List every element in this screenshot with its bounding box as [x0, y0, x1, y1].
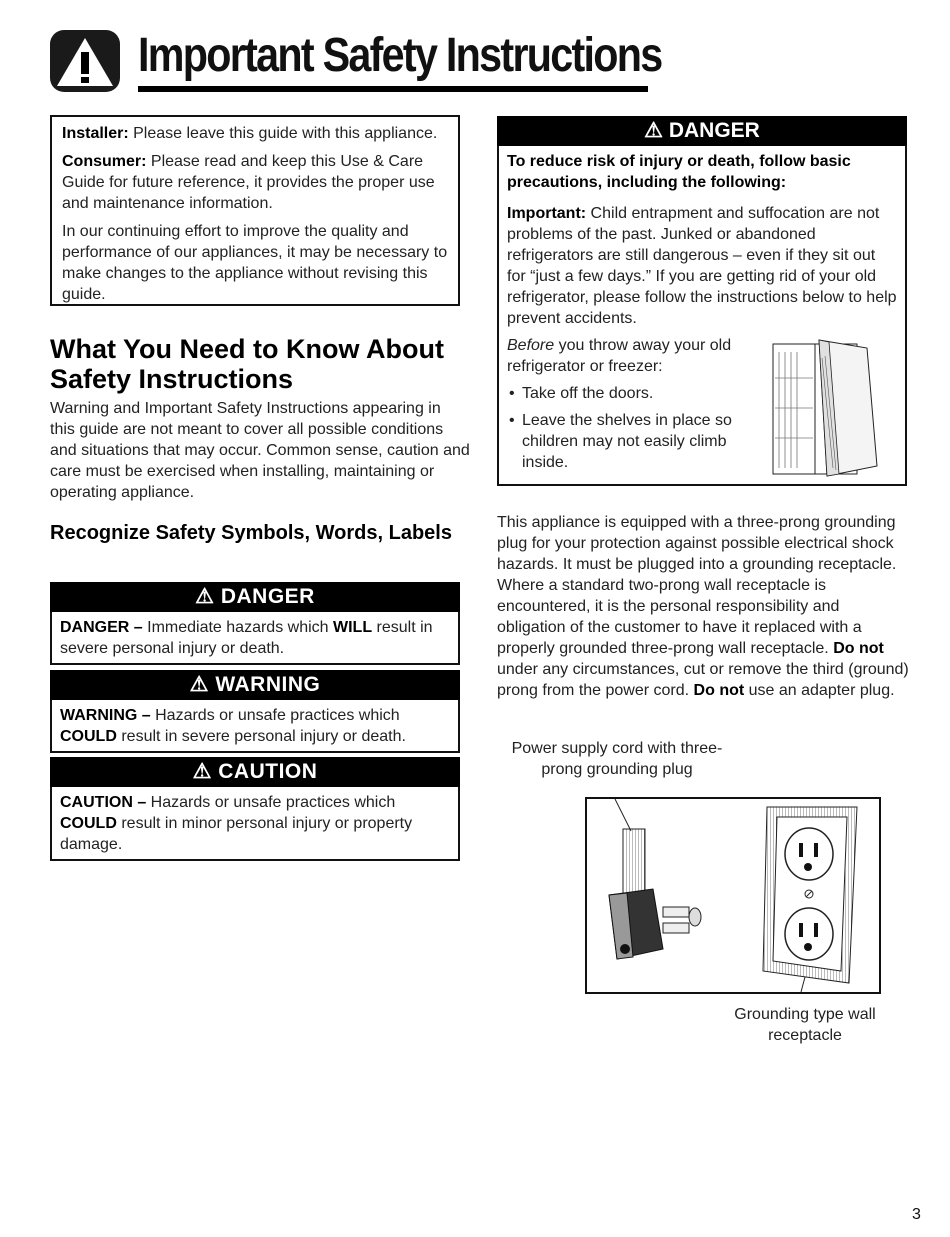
warning-signal-box	[50, 670, 460, 753]
plug-and-outlet-drawing	[587, 799, 879, 992]
grounding-paragraph	[497, 512, 909, 701]
receptacle-caption: Grounding type wall receptacle	[734, 1006, 876, 1044]
danger-label: DANGER –	[60, 619, 143, 636]
danger-signal-box	[50, 582, 460, 665]
installer-note	[62, 123, 448, 144]
right-danger-bar	[497, 116, 907, 146]
alert-triangle-icon: ⚠	[192, 760, 212, 783]
warning-exclamation-icon	[50, 30, 120, 92]
important-text: Child entrapment and suffocation are not problems of the past. Junked or abandoned refrigerators are still dangerous – even if they sit out for “just a few days.” If you are getting rid of your old refrigerator, please follow the instructions below to help prevent accidents.	[507, 205, 897, 327]
grounding-plug-receptacle-illustration	[585, 797, 881, 994]
important-note	[507, 203, 897, 329]
alert-triangle-icon: ⚠	[189, 673, 209, 696]
bullet-remove-doors: • Take off the doors.	[507, 383, 767, 404]
caution-emph: COULD	[60, 815, 117, 832]
child-entrapment-danger-box	[497, 116, 907, 486]
page-title: Important Safety Instructions	[138, 29, 662, 82]
installer-label: Installer:	[62, 125, 129, 142]
disposal-instructions	[507, 335, 767, 473]
refrigerator-doors-removed-illustration	[767, 338, 883, 478]
consumer-label: Consumer:	[62, 153, 147, 170]
symbols-heading: Recognize Safety Symbols, Words, Labels	[50, 522, 452, 544]
do-not-adapter: Do not	[693, 682, 745, 699]
alert-triangle-icon: ⚠	[195, 585, 215, 608]
effort-note: In our continuing effort to improve the quality and performance of our appliances, it may be necessary to make changes to the appliance without revising this guide.	[62, 223, 448, 303]
before-note	[507, 335, 767, 377]
important-label: Important:	[507, 205, 587, 222]
danger-title: DANGER	[220, 585, 315, 608]
installer-text: Please leave this guide with this appliance.	[128, 125, 438, 142]
danger-bar	[50, 582, 460, 612]
disposal-bullets	[507, 383, 767, 473]
installer-notice-box	[50, 115, 460, 306]
warning-title: WARNING	[215, 673, 321, 696]
danger-emph: WILL	[333, 619, 373, 636]
consumer-note	[62, 151, 448, 214]
before-text: you throw away your old refrigerator or freezer:	[507, 337, 732, 375]
grounding-post: use an adapter plug.	[744, 682, 895, 699]
caution-post: result in minor personal injury or property damage.	[60, 815, 413, 853]
danger-definition	[50, 612, 460, 665]
warning-post: result in severe personal injury or death.	[116, 728, 406, 745]
warning-pre: Hazards or unsafe practices which	[150, 707, 400, 724]
caution-signal-box	[50, 757, 460, 861]
know-paragraph: Warning and Important Safety Instructions appearing in this guide are not meant to cover all possible conditions and situations that may occur. Common sense, caution and care must be exercised when installing, maintaining or operating appliance.	[50, 400, 470, 501]
right-danger-body	[497, 146, 907, 486]
page-number: 3	[912, 1206, 921, 1223]
caution-pre: Hazards or unsafe practices which	[146, 794, 396, 811]
title-underline	[138, 86, 648, 92]
caution-definition	[50, 787, 460, 861]
grounding-mid: under any circumstances, cut or remove the third (ground) prong from the power cord.	[497, 661, 909, 699]
warning-label: WARNING –	[60, 707, 151, 724]
danger-pre: Immediate hazards which	[142, 619, 333, 636]
caution-label: CAUTION –	[60, 794, 147, 811]
before-em: Before	[507, 337, 555, 354]
caution-bar	[50, 757, 460, 787]
danger-post: result in severe personal injury or death.	[60, 619, 433, 657]
caution-title: CAUTION	[218, 760, 318, 783]
do-not-cut: Do not	[833, 640, 884, 657]
know-heading: What You Need to Know About Safety Instructions	[50, 334, 444, 394]
alert-triangle-icon: ⚠	[644, 119, 663, 142]
warning-emph: COULD	[60, 728, 117, 745]
right-danger-title: DANGER	[668, 119, 760, 142]
right-danger-lead: To reduce risk of injury or death, follow basic precautions, including the following:	[507, 153, 851, 191]
bullet-leave-shelves: • Leave the shelves in place so children may not easily climb inside.	[507, 410, 767, 473]
consumer-text: Please read and keep this Use & Care Guide for future reference, it provides the proper use and maintenance information.	[62, 153, 435, 212]
grounding-pre: This appliance is equipped with a three-prong grounding plug for your protection against possible electrical shock hazards. It must be plugged into a grounding receptacle. Where a standard two-prong wall receptacle is encountered, it is the personal responsibility and obligation of the customer to have it replaced with a properly grounded three-prong wall receptacle.	[497, 514, 897, 657]
power-cord-caption: Power supply cord with three-prong grounding plug	[511, 740, 723, 778]
warning-definition	[50, 700, 460, 753]
warning-bar	[50, 670, 460, 700]
